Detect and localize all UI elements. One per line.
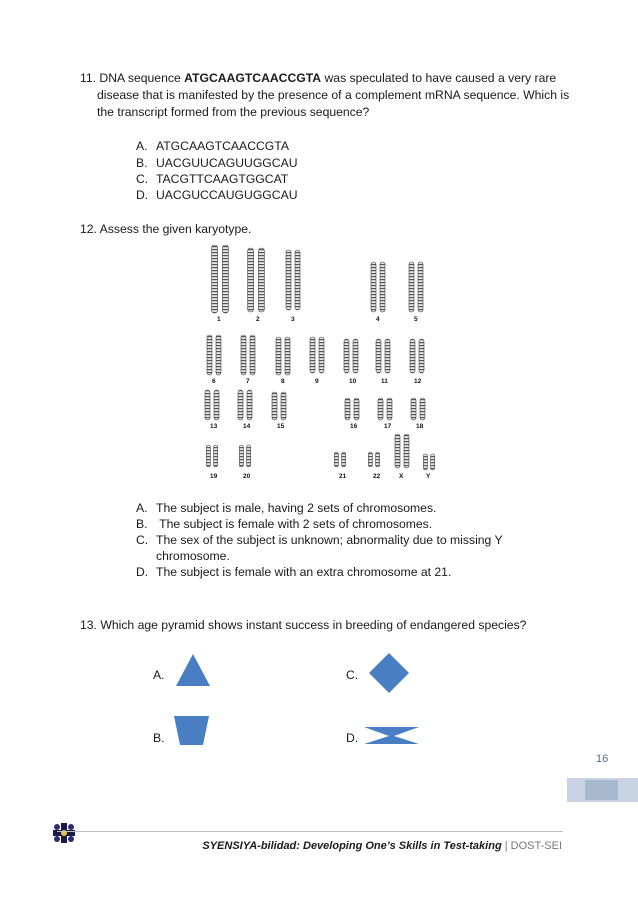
footer-title: SYENSIYA-bilidad: Developing One’s Skills in Test-taking xyxy=(202,840,502,852)
chromosome-15-a xyxy=(272,392,277,420)
chromosome-3-a xyxy=(286,250,291,310)
chromosome-8-b xyxy=(285,337,290,375)
label-14: 14 xyxy=(243,423,251,430)
chromosome-1-b xyxy=(222,245,228,313)
chromosome-10-a xyxy=(344,339,349,373)
label-7: 7 xyxy=(246,378,250,385)
chromosome-19-b xyxy=(214,445,218,467)
karyotype-image xyxy=(190,240,440,485)
q11-option-b[interactable]: B. UACGUUCAGUUGGCAU xyxy=(136,156,298,170)
chromosome-12-b xyxy=(419,339,424,373)
footer: SYENSIYA-bilidad: Developing One’s Skills in Test-taking | DOST-SEI xyxy=(202,840,562,852)
chromosome-2-b xyxy=(258,248,264,312)
pyramid-diamond-icon[interactable] xyxy=(368,652,410,694)
q11-stem-line1: 11. DNA sequence ATGCAAGTCAACCGTA was speculated to have caused a very rare xyxy=(80,71,557,85)
chromosome-10-b xyxy=(353,339,358,373)
chromosome-14-b xyxy=(247,390,252,420)
pyramid-triangle-icon[interactable] xyxy=(175,653,211,687)
chromosome-15-b xyxy=(281,392,286,420)
label-y: Y xyxy=(426,473,431,480)
chromosome-19-a xyxy=(206,445,210,467)
chromosome-4-a xyxy=(371,262,376,312)
q12-option-c[interactable]: C. The sex of the subject is unknown; abnormality due to missing Y xyxy=(136,533,503,547)
q11-option-c[interactable]: C. TACGTTCAAGTGGCAT xyxy=(136,172,289,186)
label-13: 13 xyxy=(210,423,218,430)
q13-stem: 13. Which age pyramid shows instant success in breeding of endangered species? xyxy=(80,618,527,632)
chromosome-20-a xyxy=(239,445,243,467)
page-tab-inner-decoration xyxy=(585,780,618,800)
label-1: 1 xyxy=(217,316,221,323)
chromosome-17-b xyxy=(387,398,392,420)
pyramid-inverted-trapezoid-icon[interactable] xyxy=(174,716,210,746)
q12-option-a[interactable]: A. The subject is male, having 2 sets of chromosomes. xyxy=(136,501,437,515)
chromosome-21-a xyxy=(334,452,338,467)
chromosome-21-b xyxy=(342,452,346,467)
footer-divider xyxy=(57,831,563,832)
chromosome-13-a xyxy=(205,390,210,420)
label-12: 12 xyxy=(414,378,422,385)
label-21: 21 xyxy=(339,473,347,480)
page-number: 16 xyxy=(596,753,609,765)
chromosome-6-b xyxy=(216,335,221,375)
chromosome-7-a xyxy=(241,335,246,375)
chromosome-18-a xyxy=(411,398,416,420)
chromosome-14-a xyxy=(238,390,243,420)
q13-option-c-label[interactable]: C. xyxy=(346,668,359,682)
chromosome-9-b xyxy=(319,337,324,373)
q12-option-d[interactable]: D. The subject is female with an extra chromosome at 21. xyxy=(136,565,452,579)
label-9: 9 xyxy=(315,378,319,385)
label-10: 10 xyxy=(349,378,357,385)
chromosome-23-b xyxy=(404,434,409,468)
chromosome-5-b xyxy=(418,262,423,312)
chromosome-16-b xyxy=(354,398,359,420)
q11-option-a[interactable]: A. ATGCAAGTCAACCGTA xyxy=(136,139,289,153)
q11-dna-sequence: ATGCAAGTCAACCGTA xyxy=(184,71,322,85)
label-8: 8 xyxy=(281,378,285,385)
chromosome-4-b xyxy=(380,262,385,312)
label-5: 5 xyxy=(414,316,418,323)
q12-option-c-continued: chromosome. xyxy=(156,549,230,563)
label-4: 4 xyxy=(376,316,380,323)
q12-stem: 12. Assess the given karyotype. xyxy=(80,222,252,236)
chromosome-20-b xyxy=(247,445,251,467)
chromosome-2-a xyxy=(248,248,254,312)
label-19: 19 xyxy=(210,473,218,480)
chromosome-6-a xyxy=(207,335,212,375)
q13-option-b-label[interactable]: B. xyxy=(153,731,165,745)
chromosome-11-a xyxy=(376,339,381,373)
chromosome-18-b xyxy=(420,398,425,420)
label-x: X xyxy=(399,473,404,480)
chromosome-24-a xyxy=(423,454,427,470)
chromosome-8-a xyxy=(276,337,281,375)
chromosome-12-a xyxy=(410,339,415,373)
chromosome-7-b xyxy=(250,335,255,375)
label-11: 11 xyxy=(381,378,388,385)
pyramid-hourglass-icon[interactable] xyxy=(364,727,420,745)
chromosome-16-a xyxy=(345,398,350,420)
chromosome-22-a xyxy=(368,452,372,467)
label-20: 20 xyxy=(243,473,251,480)
q11-option-d[interactable]: D. UACGUCCAUGUGGCAU xyxy=(136,188,298,202)
q13-option-a-label[interactable]: A. xyxy=(153,668,165,682)
chromosome-13-b xyxy=(214,390,219,420)
q11-stem-line3: the transcript formed from the previous sequence? xyxy=(97,105,370,119)
chromosome-1-a xyxy=(212,245,218,313)
chromosome-22-b xyxy=(376,452,380,467)
label-3: 3 xyxy=(291,316,295,323)
label-17: 17 xyxy=(384,423,392,430)
label-18: 18 xyxy=(416,423,424,430)
label-6: 6 xyxy=(212,378,216,385)
chromosome-3-b xyxy=(295,250,300,310)
dost-logo-icon xyxy=(52,823,76,843)
label-16: 16 xyxy=(350,423,358,430)
q11-stem-line2: disease that is manifested by the presence of a complement mRNA sequence. Which is xyxy=(97,88,570,102)
chromosome-set xyxy=(205,245,435,470)
chromosome-24-b xyxy=(431,454,435,470)
q13-option-d-label[interactable]: D. xyxy=(346,731,359,745)
chromosome-5-a xyxy=(409,262,414,312)
chromosome-17-a xyxy=(378,398,383,420)
chromosome-9-a xyxy=(310,337,315,373)
q12-option-b[interactable]: B. The subject is female with 2 sets of chromosomes. xyxy=(136,517,433,531)
label-2: 2 xyxy=(256,316,260,323)
label-22: 22 xyxy=(373,473,381,480)
chromosome-11-b xyxy=(385,339,390,373)
footer-org: DOST-SEI xyxy=(510,840,562,852)
chromosome-23-a xyxy=(395,434,400,468)
label-15: 15 xyxy=(277,423,285,430)
